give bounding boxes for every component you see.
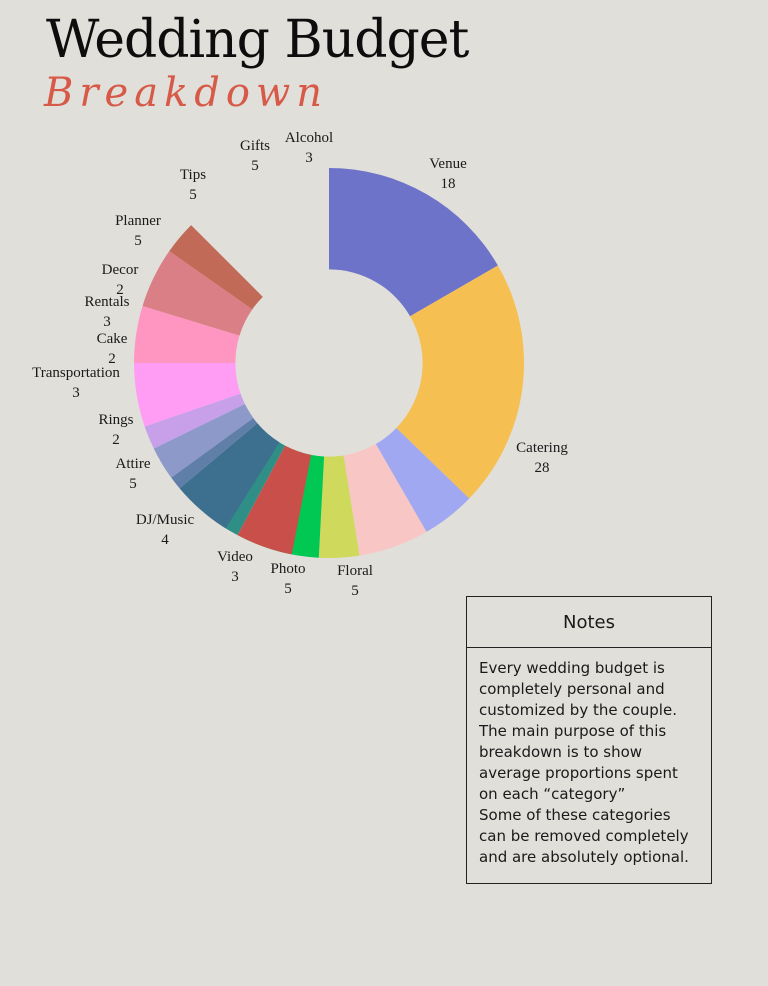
- label-planner: Planner: [115, 213, 161, 229]
- label-attire: Attire: [115, 456, 151, 472]
- page-title: Wedding Budget: [46, 10, 469, 70]
- value-dj-music: 4: [161, 532, 169, 548]
- value-venue: 18: [440, 176, 456, 192]
- value-cake: 2: [108, 351, 116, 367]
- notes-heading: Notes: [467, 597, 711, 648]
- label-gifts: Gifts: [240, 138, 270, 154]
- notes-body: Every wedding budget is completely personal and customized by the couple. The main purpose of this breakdown is to show average proportions spent on each “category” Some of these categories can be removed completely and are absolutely optional.: [479, 659, 689, 866]
- value-alcohol: 3: [305, 150, 313, 166]
- page-subtitle: Breakdown: [44, 70, 328, 116]
- value-floral: 5: [351, 583, 359, 599]
- value-rings: 2: [112, 432, 120, 448]
- label-venue: Venue: [429, 156, 467, 172]
- label-cake: Cake: [96, 331, 128, 347]
- label-rentals: Rentals: [84, 294, 130, 310]
- label-photo: Photo: [270, 561, 306, 577]
- label-transportation: Transportation: [32, 365, 120, 381]
- value-catering: 28: [534, 460, 550, 476]
- notes-box: [466, 596, 712, 884]
- label-rings: Rings: [98, 412, 134, 428]
- value-photo: 5: [284, 581, 292, 597]
- value-rentals: 3: [103, 314, 111, 330]
- label-dj-music: DJ/Music: [135, 512, 195, 528]
- value-decor: 2: [116, 282, 124, 298]
- value-attire: 5: [129, 476, 137, 492]
- value-video: 3: [231, 569, 239, 585]
- value-transportation: 3: [72, 385, 80, 401]
- value-gifts: 5: [251, 158, 259, 174]
- value-planner: 5: [134, 233, 142, 249]
- label-decor: Decor: [101, 262, 139, 278]
- label-video: Video: [217, 549, 253, 565]
- value-tips: 5: [189, 187, 197, 203]
- label-alcohol: Alcohol: [284, 130, 334, 146]
- label-catering: Catering: [516, 440, 568, 456]
- label-floral: Floral: [337, 563, 373, 579]
- label-tips: Tips: [179, 167, 207, 183]
